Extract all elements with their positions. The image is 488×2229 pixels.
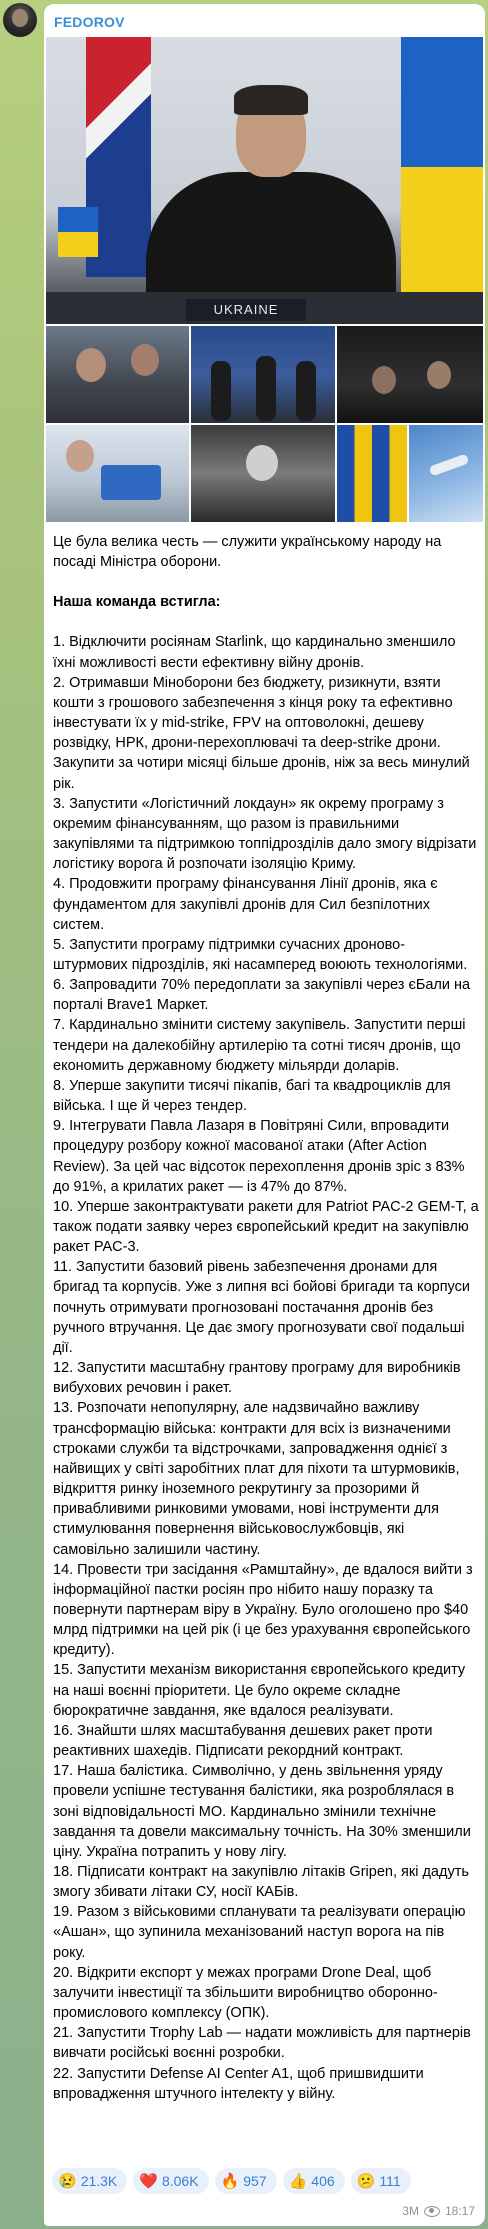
reaction-count: 957 xyxy=(243,2173,267,2189)
list-item: 18. Підписати контракт на закупівлю літаків Gripen, які дадуть змогу збивати літаки СУ, носії КАБів. xyxy=(53,1864,469,1901)
ukraine-flag-graphic xyxy=(401,37,483,167)
list-item: 17. Наша балістика. Символічно, у день звільнення уряду провели успішне тестування балістики, яка розроблялася в зоні відповідальності МО. Кардинально змінили технічне завдання та довели максимальну точність. На 30% зменшили ціну. Україна потрапить у нову лігу. xyxy=(53,1763,471,1860)
list-item: 22. Запустити Defense AI Center A1, щоб пришвидшити впровадження штучного інтелекту у війну. xyxy=(53,2065,424,2102)
list-item: 4. Продовжити програму фінансування Лінії дронів, яка є фундаментом для закупівлі дронів для Сил безпілотних систем. xyxy=(53,876,438,933)
photo-thumbnail[interactable] xyxy=(337,326,483,423)
list-item: 3. Запустити «Логістичний локдаун» як окрему програму з окремим фінансуванням, що разом із правильними закупівлями та підтримкою топпідрозділів дало змогу відрізати логістику ворога й розпочати ізоляцію Криму. xyxy=(53,795,477,873)
reactions-bar xyxy=(52,2168,411,2196)
message-meta xyxy=(402,2204,475,2218)
main-photo[interactable] xyxy=(46,37,483,324)
reaction-confused[interactable] xyxy=(351,2168,411,2194)
view-count: 3M xyxy=(402,2204,419,2218)
ukraine-flag-graphic xyxy=(401,167,483,307)
list-item: 2. Отримавши Міноборони без бюджету, ризикнути, взяти кошти з грошового забезпечення з кінця року та ефективно інвестувати їх у mid-strike, FPV на оптоволокні, дешеву розвідку, НРК, дрони-перехоплювачі та deep-strike дрони. Закупити за чотири місяці більше дронів, ніж за весь минулий рік. xyxy=(53,674,470,792)
channel-name[interactable]: FEDOROV xyxy=(54,14,125,30)
message-time: 18:17 xyxy=(444,2204,475,2218)
photo-thumbnail[interactable] xyxy=(46,425,189,522)
desk-flag-graphic xyxy=(58,207,98,232)
photo-thumbnail[interactable] xyxy=(337,425,407,522)
list-item: 10. Уперше законтрактувати ракети для Patriot PAC-2 GEM-T, а також подати заявку через європейський кредит на закупівлю ракет PAC-3. xyxy=(53,1198,479,1256)
reaction-fire[interactable] xyxy=(215,2168,277,2194)
paragraph: Це була велика честь — служити українському народу на посаді Міністра оборони. xyxy=(53,534,442,571)
reaction-count: 406 xyxy=(311,2173,335,2189)
thumbs-up-icon: 👍 xyxy=(288,2173,308,2190)
eye-icon xyxy=(424,2206,440,2217)
desk-flag-graphic xyxy=(58,232,98,257)
reaction-count: 111 xyxy=(379,2173,401,2189)
list-item: 9. Інтегрувати Павла Лазаря в Повітряні Сили, впровадити процедуру розбору кожної масованої атаки (After Action Review). За цей час відсоток перехоплення дронів зріс з 83% до 91%, а крилатих ракет — із 47% до 87%. xyxy=(53,1118,465,1195)
reaction-crying[interactable] xyxy=(52,2168,127,2194)
photo-thumbnail[interactable] xyxy=(191,326,335,423)
reaction-heart[interactable] xyxy=(133,2168,208,2194)
list-item: 19. Разом з військовими спланувати та реалізувати операцію «Ашан», що зупинила механізований наступ ворога на пів року. xyxy=(53,1904,466,1961)
reaction-thumbs-up[interactable] xyxy=(283,2168,345,2194)
paragraph-heading: Наша команда встигла: xyxy=(53,594,221,611)
list-item: 8. Уперше закупити тисячі пікапів, багі та квадроциклів для війська. І ще й через тендер. xyxy=(53,1077,451,1115)
list-item: 15. Запустити механізм використання європейського кредиту на наші воєнні пріоритети. Це було окреме складне бюрократичне завдання, яке вдалося реалізувати. xyxy=(53,1662,466,1719)
photo-thumbnail[interactable] xyxy=(46,326,189,423)
list-item: 5. Запустити програму підтримки сучасних дроново-штурмових підрозділів, які насамперед воюють технологіями. xyxy=(53,936,468,973)
photo-thumbnail[interactable] xyxy=(409,425,483,522)
photo-thumbnail[interactable] xyxy=(191,425,335,522)
list-item: 21. Запустити Trophy Lab — надати можливість для партнерів вивчати російські воєнні розробки. xyxy=(53,2025,471,2062)
list-item: 1. Відключити росіянам Starlink, що кардинально зменшило їхні можливості вести ефективну війну дронів. xyxy=(53,634,456,671)
list-item: 14. Провести три засідання «Рамштайну», де вдалося вийти з інформаційної пастки росіян про нібито нашу поразку та повернути партнерам віру в Україну. Було оголошено про $40 млрд підтримки на цей рік (і це без урахування європейського кредиту). xyxy=(53,1561,473,1659)
list-item: 12. Запустити масштабну грантову програму для виробників вибухових речовин і ракет. xyxy=(53,1360,461,1397)
confused-face-icon: 😕 xyxy=(356,2173,376,2190)
list-item: 16. Знайшти шлях масштабування дешевих ракет проти реактивних шахедів. Підписати рекордний контракт. xyxy=(53,1722,433,1760)
list-item: 7. Кардинально змінити систему закупівель. Запустити перші тендери на далекобійну артилерію та сотні тисяч дронів, що економить державному бюджету мільярди доларів. xyxy=(53,1017,466,1074)
heart-icon: ❤️ xyxy=(139,2173,158,2190)
fire-icon: 🔥 xyxy=(220,2173,240,2190)
list-item: 11. Запустити базовий рівень забезпечення дронами для бригад та корпусів. Уже з липня всі бойові бригади та корпуси почнуть отримувати прогнозовані постачання дронів без ручного втручання. Це дає змогу прогнозувати свої подальші дії. xyxy=(53,1259,470,1356)
crying-face-icon: 😢 xyxy=(58,2173,77,2190)
channel-avatar[interactable] xyxy=(3,3,37,37)
reaction-count: 21.3K xyxy=(80,2173,118,2189)
speaker-hair xyxy=(234,85,308,115)
list-item: 20. Відкрити експорт у межах програми Drone Deal, щоб залучити інвестиції та збільшити виробництво оборонно-промислового комплексу (ОПК). xyxy=(53,1964,438,2022)
list-item: 6. Запровадити 70% передоплати за закупівлі через єБали на порталі Brave1 Маркет. xyxy=(53,977,471,1014)
list-item: 13. Розпочати непопулярну, але надзвичайно важливу трансформацію війська: контракти для всіх із визначеними строками служби та відстрочками, запровадження однієї з найвищих у світі заробітних плат для піхоти та штурмовиків, відкриття ринку іноземного рекрутингу за прозорими й привабливими ринковими умовами, нові інструменти для стимулювання повернення військовослужбовців, які самовільно залишили частину. xyxy=(53,1400,460,1558)
reaction-count: 8.06K xyxy=(161,2173,199,2189)
message-bubble xyxy=(44,4,485,2226)
nameplate: UKRAINE xyxy=(186,299,306,321)
message-text xyxy=(53,532,479,2104)
